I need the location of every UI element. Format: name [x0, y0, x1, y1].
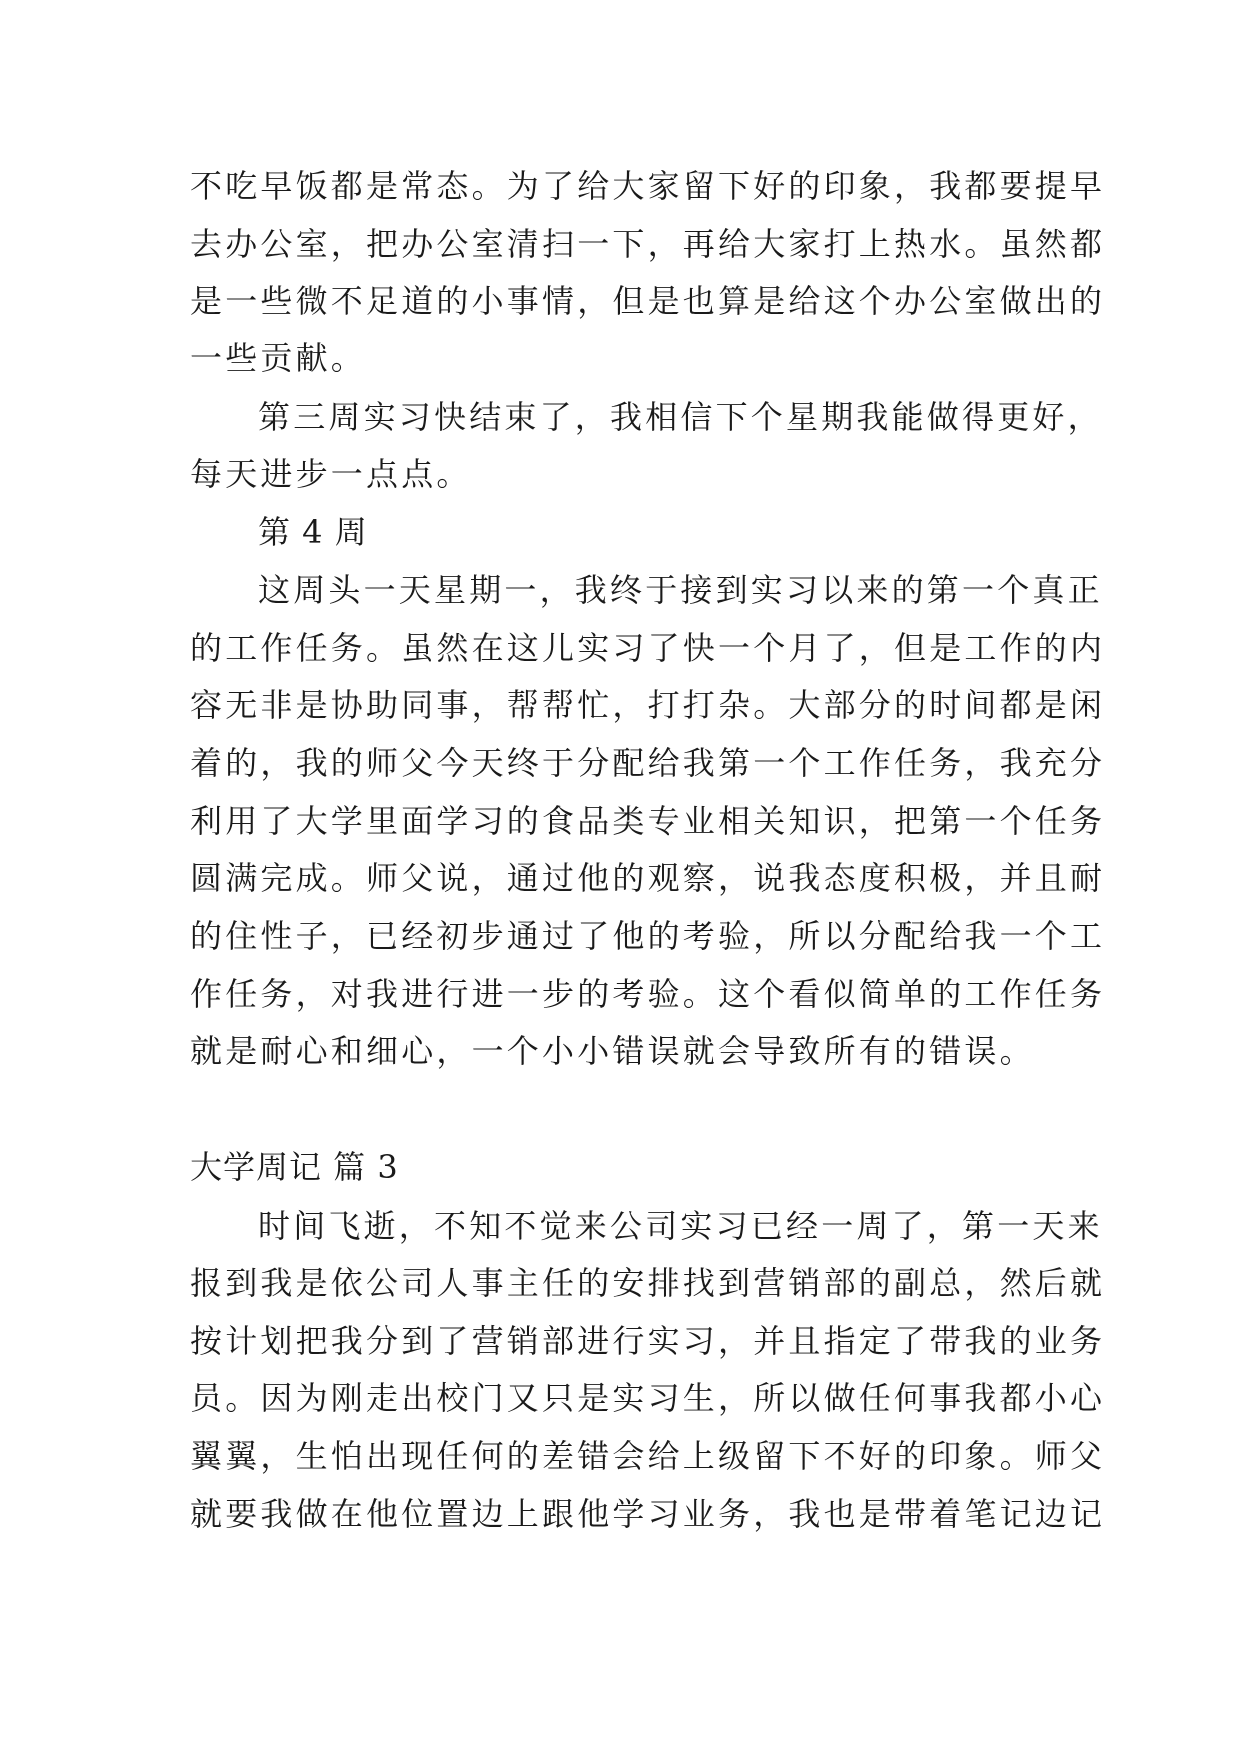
text-line: 利用了大学里面学习的食品类专业相关知识，把第一个任务 [190, 802, 1106, 840]
text-line: 报到我是依公司人事主任的安排找到营销部的副总，然后就 [190, 1264, 1106, 1302]
section-heading: 大学周记 篇 3 [190, 1148, 399, 1186]
text-line: 这周头一天星期一，我终于接到实习以来的第一个真正 [258, 571, 1103, 609]
week-heading: 第 4 周 [258, 513, 368, 551]
text-line: 的住性子，已经初步通过了他的考验，所以分配给我一个工 [190, 917, 1106, 955]
text-line: 作任务，对我进行进一步的考验。这个看似简单的工作任务 [190, 975, 1106, 1013]
text-line: 就是耐心和细心，一个小小错误就会导致所有的错误。 [190, 1032, 1035, 1070]
text-line: 时间飞逝，不知不觉来公司实习已经一周了，第一天来 [258, 1207, 1103, 1245]
text-line: 每天进步一点点。 [190, 455, 472, 493]
text-line: 容无非是协助同事，帮帮忙，打打杂。大部分的时间都是闲 [190, 686, 1106, 724]
text-line: 着的，我的师父今天终于分配给我第一个工作任务，我充分 [190, 744, 1106, 782]
text-line: 的工作任务。虽然在这儿实习了快一个月了，但是工作的内 [190, 629, 1106, 667]
text-line: 员。因为刚走出校门又只是实习生，所以做任何事我都小心 [190, 1379, 1106, 1417]
text-line: 第三周实习快结束了，我相信下个星期我能做得更好， [258, 398, 1103, 436]
text-line: 翼翼，生怕出现任何的差错会给上级留下不好的印象。师父 [190, 1437, 1106, 1475]
text-line: 就要我做在他位置边上跟他学习业务，我也是带着笔记边记 [190, 1495, 1106, 1533]
text-line: 不吃早饭都是常态。为了给大家留下好的印象，我都要提早 [190, 167, 1106, 205]
text-line: 是一些微不足道的小事情，但是也算是给这个办公室做出的 [190, 282, 1106, 320]
text-line: 去办公室，把办公室清扫一下，再给大家打上热水。虽然都 [190, 225, 1106, 263]
text-line: 一些贡献。 [190, 339, 367, 377]
text-line: 按计划把我分到了营销部进行实习，并且指定了带我的业务 [190, 1322, 1106, 1360]
text-line: 圆满完成。师父说，通过他的观察，说我态度积极，并且耐 [190, 859, 1106, 897]
